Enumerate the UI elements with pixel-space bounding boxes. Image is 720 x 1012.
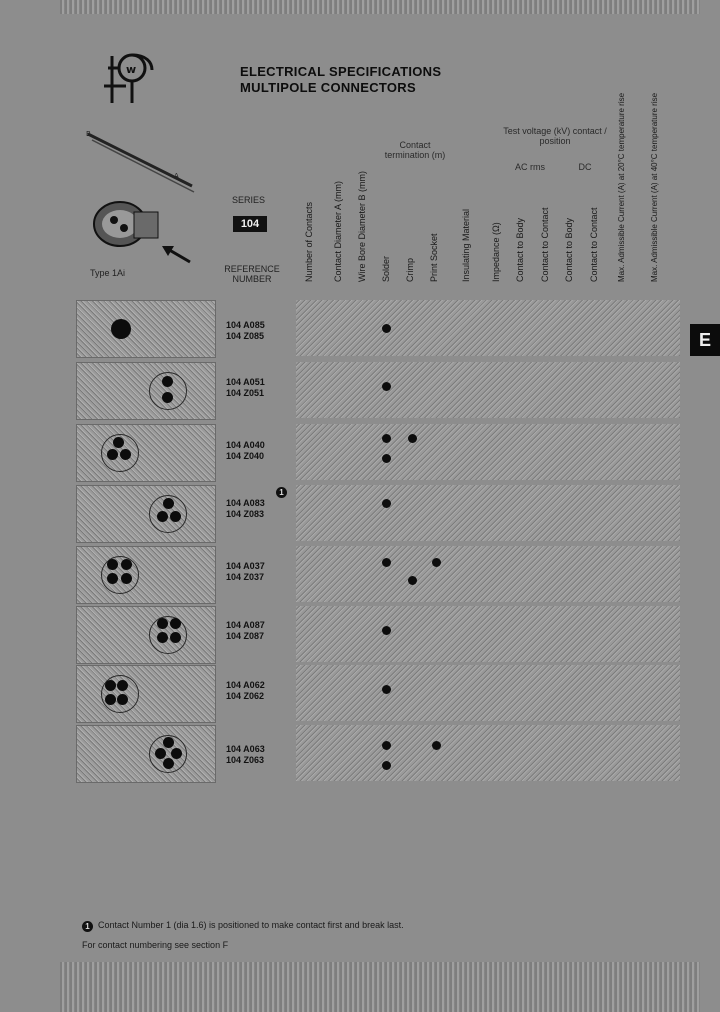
ref-z: 104 Z040 xyxy=(226,451,265,461)
contact-pin xyxy=(121,573,132,584)
ref-a: 104 A037 xyxy=(226,561,265,571)
contact-pin xyxy=(162,376,173,387)
solder-mark xyxy=(382,454,391,463)
connector-ring xyxy=(149,616,187,654)
column-header: Max. Admissible Current (A) at 40°C temperature rise xyxy=(650,92,659,282)
reference-number-row-7 xyxy=(226,680,265,702)
contact-pin xyxy=(157,618,168,629)
contact-pin xyxy=(117,680,128,691)
column-header: Insulating Material xyxy=(461,208,471,282)
crimp-mark xyxy=(408,434,417,443)
svg-text:B: B xyxy=(86,130,91,138)
ref-z: 104 Z083 xyxy=(226,509,265,519)
reference-number-row-6 xyxy=(226,620,265,642)
group-header-test-voltage: Test voltage (kV) contact / position xyxy=(503,126,607,146)
solder-mark xyxy=(382,324,391,333)
column-header: Wire Bore Diameter B (mm) xyxy=(357,170,367,282)
column-header: Impedance (Ω) xyxy=(491,222,501,282)
ref-z: 104 Z063 xyxy=(226,755,265,765)
type-label: Type 1Ai xyxy=(90,268,126,278)
connector-face-photo xyxy=(76,665,216,723)
connector-face-photo xyxy=(76,485,216,543)
connector-face-photo xyxy=(76,725,216,783)
spec-row-data xyxy=(296,665,680,721)
column-header: Contact to Body xyxy=(564,217,574,282)
column-header: Contact to Contact xyxy=(589,207,599,282)
contact-pin xyxy=(121,559,132,570)
connector-face-photo xyxy=(76,546,216,604)
footnote-marker: 1 xyxy=(82,921,93,932)
ref-z: 104 Z087 xyxy=(226,631,265,641)
solder-mark xyxy=(382,761,391,770)
column-header: Contact Diameter A (mm) xyxy=(333,180,343,282)
crimp-mark xyxy=(408,576,417,585)
spec-row-data xyxy=(296,485,680,541)
page-title xyxy=(240,64,441,96)
contact-pin xyxy=(105,694,116,705)
solder-mark xyxy=(382,626,391,635)
contact-pin xyxy=(117,694,128,705)
contact-pin xyxy=(163,758,174,769)
footnote-2: For contact numbering see section F xyxy=(82,940,229,950)
contact-pin xyxy=(171,748,182,759)
reference-number-row-5 xyxy=(226,561,265,583)
ref-z: 104 Z037 xyxy=(226,572,265,582)
spec-row-data xyxy=(296,362,680,418)
reference-number-label: REFERENCE NUMBER xyxy=(224,264,280,284)
contact-pin xyxy=(170,632,181,643)
footnote-marker: 1 xyxy=(276,487,287,498)
solder-mark xyxy=(382,685,391,694)
contact-pin xyxy=(163,737,174,748)
ref-a: 104 A051 xyxy=(226,377,265,387)
ref-a: 104 A063 xyxy=(226,744,265,754)
connector-face-photo xyxy=(76,300,216,358)
title-line-2: MULTIPOLE CONNECTORS xyxy=(240,80,416,95)
connector-face-photo xyxy=(76,424,216,482)
contact-pin xyxy=(120,449,131,460)
reference-number-row-2 xyxy=(226,377,265,399)
ref-a: 104 A040 xyxy=(226,440,265,450)
top-scan-noise xyxy=(60,0,700,14)
print-socket-mark xyxy=(432,741,441,750)
bottom-scan-noise xyxy=(60,962,700,1012)
ref-z: 104 Z062 xyxy=(226,691,265,701)
reference-number-row-3 xyxy=(226,440,265,462)
spec-row-data xyxy=(296,725,680,781)
contact-pin xyxy=(105,680,116,691)
svg-text:A: A xyxy=(174,172,179,180)
ref-a: 104 A062 xyxy=(226,680,265,690)
column-header: Solder xyxy=(381,255,391,282)
series-label: SERIES xyxy=(232,195,266,205)
spec-row-data xyxy=(296,300,680,356)
solder-mark xyxy=(382,434,391,443)
solder-mark xyxy=(382,741,391,750)
reference-number-row-8 xyxy=(226,744,265,766)
group-header-ac-rms: AC rms xyxy=(515,162,545,172)
solder-mark xyxy=(382,382,391,391)
contact-pin xyxy=(170,618,181,629)
contact-pin xyxy=(107,573,118,584)
ref-z: 104 Z051 xyxy=(226,388,265,398)
group-header-termination: Contact termination (m) xyxy=(384,140,446,160)
connector-drawing xyxy=(82,128,202,278)
series-number-badge: 104 xyxy=(233,216,267,232)
column-header: Print Socket xyxy=(429,233,439,282)
fischer-logo-icon xyxy=(100,48,160,108)
contact-pin xyxy=(107,449,118,460)
contact-pin xyxy=(170,511,181,522)
contact-pin xyxy=(155,748,166,759)
contact-pin xyxy=(157,511,168,522)
contact-pin xyxy=(162,392,173,403)
reference-number-row-4 xyxy=(226,498,265,520)
column-header: Number of Contacts xyxy=(304,201,314,282)
spec-row-data xyxy=(296,606,680,662)
connector-face-photo xyxy=(76,362,216,420)
ref-a: 104 A085 xyxy=(226,320,265,330)
title-line-1: ELECTRICAL SPECIFICATIONS xyxy=(240,64,442,79)
column-header: Max. Admissible Current (A) at 20°C temperature rise xyxy=(617,92,626,282)
ref-a: 104 A083 xyxy=(226,498,265,508)
footnote-1 xyxy=(98,920,404,930)
connector-face-photo xyxy=(76,606,216,664)
section-tab-e: E xyxy=(690,324,720,356)
spec-row-data xyxy=(296,546,680,602)
spec-row-data xyxy=(296,424,680,480)
print-socket-mark xyxy=(432,558,441,567)
column-header: Contact to Body xyxy=(515,217,525,282)
column-header: Contact to Contact xyxy=(540,207,550,282)
reference-number-row-1 xyxy=(226,320,265,342)
solder-mark xyxy=(382,558,391,567)
column-header: Crimp xyxy=(405,258,415,282)
group-header-dc: DC xyxy=(578,162,592,172)
ref-z: 104 Z085 xyxy=(226,331,265,341)
contact-pin xyxy=(111,319,131,339)
ref-a: 104 A087 xyxy=(226,620,265,630)
contact-pin xyxy=(107,559,118,570)
contact-pin xyxy=(113,437,124,448)
contact-pin xyxy=(157,632,168,643)
footnote-1-text: Contact Number 1 (dia 1.6) is positioned to make contact first and break last. xyxy=(98,920,404,930)
svg-text:w: w xyxy=(126,63,137,76)
contact-pin xyxy=(163,498,174,509)
solder-mark xyxy=(382,499,391,508)
